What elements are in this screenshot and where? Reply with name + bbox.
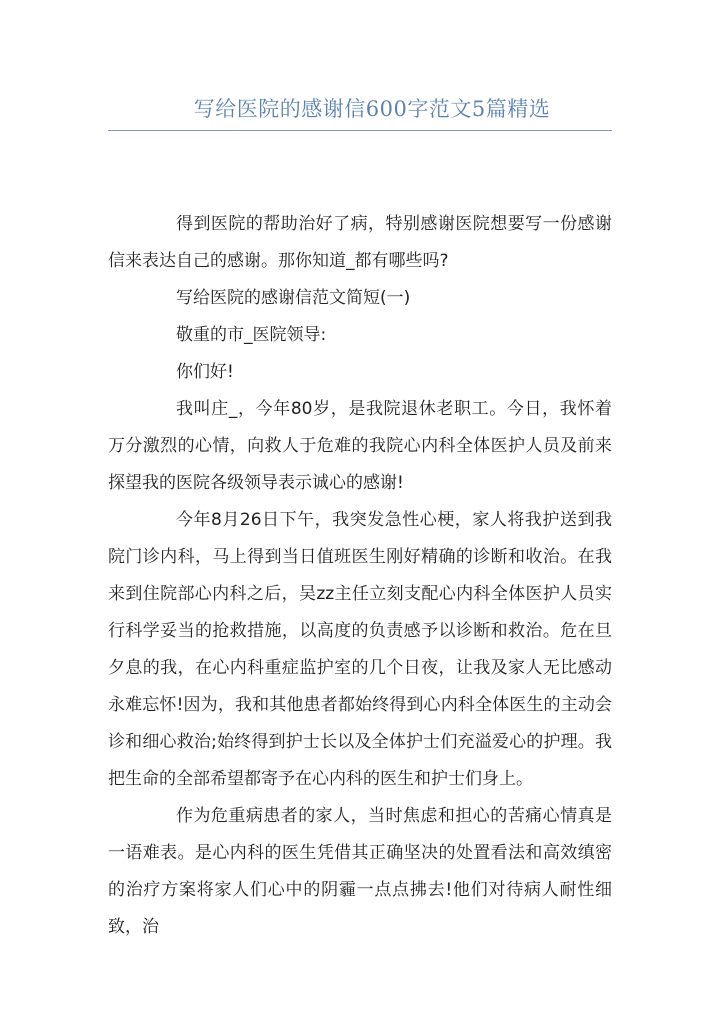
body-paragraph: 作为危重病患者的家人，当时焦虑和担心的苦痛心情真是一语难表。是心内科的医生凭借其正确坚决的处置看法和高效缜密的治疗方案将家人们心中的阴霾一点点拂去!他们对待病人耐性细致，治 — [108, 806, 612, 937]
body-paragraph: 我叫庄_，今年80岁，是我院退休老职工。今日，我怀着万分激烈的心情，向救人于危难的我院心内科全体医护人员及前来探望我的医院各级领导表示诚心的感谢! — [108, 399, 612, 493]
document-title: 写给医院的感谢信600字范文5篇精选 — [193, 97, 551, 121]
letter-greeting: 你们好! — [176, 362, 234, 382]
section-heading: 写给医院的感谢信范文简短(一) — [176, 288, 411, 308]
title-divider — [108, 130, 612, 131]
body-paragraph: 今年8月26日下午，我突发急性心梗，家人将我护送到我院门诊内科，马上得到当日值班医生刚好精确的诊断和收治。在我来到住院部心内科之后，吴zz主任立刻支配心内科全体医护人员实行科学妥当的抢救措施，以高度的负责感予以诊断和救治。危在旦夕息的我，在心内科重症监护室的几个日夜，让我及家人无比感动永难忘怀!因为，我和其他患者都始终得到心内科全体医生的主动会诊和细心救治;始终得到护士长以及全体护士们充溢爱心的护理。我把生命的全部希望都寄予在心内科的医生和护士们身上。 — [108, 510, 612, 789]
document-body — [108, 206, 612, 946]
intro-paragraph: 得到医院的帮助治好了病，特别感谢医院想要写一份感谢信来表达自己的感谢。那你知道_都有哪些吗? — [108, 214, 612, 271]
letter-salutation: 敬重的市_医院领导: — [176, 325, 327, 345]
